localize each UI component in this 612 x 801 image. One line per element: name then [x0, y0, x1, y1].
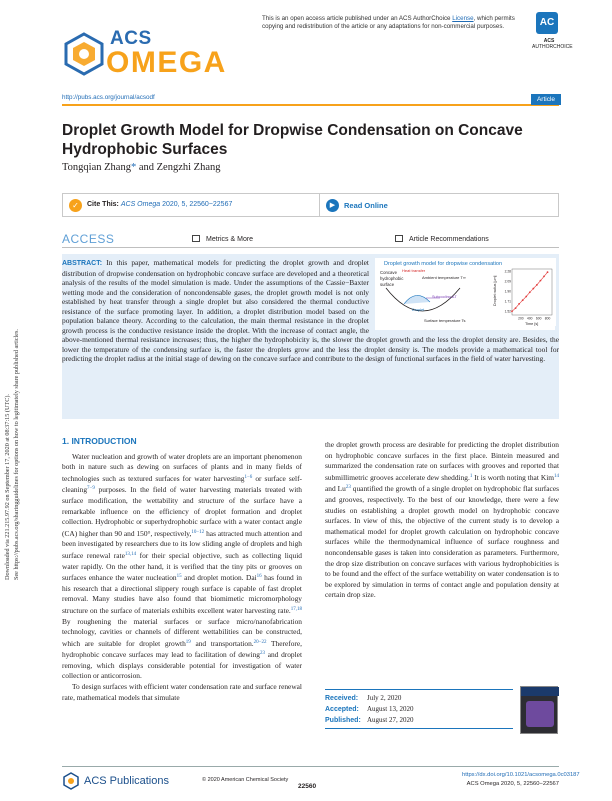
published-date: August 27, 2020	[367, 716, 414, 724]
cite-this-box[interactable]	[62, 193, 320, 217]
article-title: Droplet Growth Model for Dropwise Condensation on Concave Hydrophobic Surfaces	[62, 122, 523, 158]
intro-p1-b: or surface self-cleaning	[62, 473, 302, 495]
journal-cover-thumbnail[interactable]	[520, 686, 558, 734]
intro-p1-e: for their special objective, such as collecting liquid water rapidly. On the other hand, it is verified that the tiny pits or grooves on surfaces enhance the water nucleation	[62, 550, 302, 583]
chart-x-tick-label: 800	[544, 316, 551, 321]
published-row	[325, 715, 510, 726]
journal-reference: ACS Omega 2020, 5, 22560−22567	[466, 781, 559, 787]
toc-droplet-label: Droplet	[412, 308, 425, 312]
cite-volume[interactable]: 2020, 5, 22560−22567	[160, 201, 233, 208]
dates-rule-bottom	[325, 728, 513, 729]
chart-data-point	[532, 288, 534, 290]
license-link[interactable]: License	[452, 15, 474, 22]
chart-data-point	[529, 291, 531, 293]
authorchoice-badge[interactable]: AC	[536, 12, 558, 34]
access-bar	[62, 232, 559, 248]
article-type-tag: Article	[531, 94, 561, 105]
citation-link[interactable]: 1−6	[244, 474, 253, 480]
recommendations-label: Article Recommendations	[409, 236, 489, 243]
logo-omega-text: OMEGA	[106, 46, 227, 79]
play-icon: ▶	[326, 199, 339, 212]
footer-rule	[62, 766, 559, 767]
license-notice	[262, 15, 530, 31]
citation-link[interactable]: 13,14	[124, 551, 137, 557]
cover-header-band	[521, 687, 559, 696]
intro-p1-g: has found in his research that a directional slippery rough surface is capable of fast droplet removal. Many studies have also found that biomimetic micromorphology structure on the surface of materials exhibits excellent water harvesting rate.	[62, 573, 302, 615]
cite-label: Cite This:	[87, 201, 119, 208]
acs-publications-text: ACS Publications	[84, 775, 169, 787]
citation-link[interactable]: 16	[256, 574, 262, 580]
acs-hexagon-icon	[62, 32, 106, 76]
toc-chart-ylabel: Droplet radius [μm]	[493, 275, 497, 306]
citation-link[interactable]: 17,18	[290, 606, 302, 612]
citation-link[interactable]: 23	[345, 485, 351, 491]
author-list	[62, 162, 220, 173]
citation-link[interactable]: 1	[469, 473, 473, 479]
copyright-notice: © 2020 American Chemical Society	[202, 777, 289, 783]
read-online-box[interactable]	[320, 193, 559, 217]
toc-concave-label: Concave	[380, 270, 397, 275]
toc-hydrophobic-label: hydrophobic	[380, 276, 404, 281]
toc-graphic	[378, 258, 556, 326]
acs-publications-logo[interactable]	[62, 772, 182, 792]
author-2[interactable]: and Zengzhi Zhang	[136, 162, 221, 173]
recommendations-icon	[395, 235, 403, 242]
citation-link[interactable]: 7−9	[87, 486, 95, 492]
intro-paragraph-2: To design surfaces with efficient water condensation rate and surface renewal rate, mathematical models that simulate	[62, 682, 302, 702]
chart-data-point	[515, 307, 517, 309]
chart-data-point	[518, 303, 520, 305]
authorchoice-label	[532, 38, 573, 50]
doi-link[interactable]: https://dx.doi.org/10.1021/acsomega.0c03187	[462, 772, 580, 778]
chart-data-point	[547, 271, 549, 273]
abstract-body: In this paper, mathematical models for predicting the droplet growth and droplet distribution of dropwise condensation on hydrophobic concave surface are developed and a theoretical analysis of the results of the model simulation is made. Under the assumptions of the Cassie−Baxter wetting mode and the consideration of noncondensable gases, the droplet growth model is not only established by heat transfer through a single droplet but also considered the thermal conductive resistance of the surface promoting layer. In addition, a droplet distribution model based on the population balance theory. According to the calculation, the main thermal resistance in the droplet growth process is the conductive resistance inside the droplet. With the increase of contact angle, the above-mentioned thermal resistance increases; thus, the higher the hydrophobicity is, the slower the droplet growth and the less the droplet density are. Besides, the lower the temperature of the condensing surface is, the faster the droplets grow and the less the droplet density is. The models provide a mathematical tool for predicting the droplet radius at the initial stage of dewing on the concave surface and contribute to the design of functional surfaces in the field of water harvesting.	[62, 258, 559, 363]
chart-data-point	[522, 299, 524, 301]
cover-art	[526, 701, 554, 727]
toc-subcooling-label: Subcooling ΔT	[432, 295, 457, 299]
chart-x-tick-label: 600	[535, 316, 542, 321]
authorchoice-label-text: AUTHORCHOICE	[532, 44, 573, 50]
journal-url-link[interactable]: http://pubs.acs.org/journal/acsodf	[62, 94, 155, 101]
intro-p1-f: and droplet motion. Dai	[181, 573, 257, 583]
received-label: Received:	[325, 695, 359, 702]
abstract-heading: ABSTRACT:	[62, 260, 103, 267]
license-text-after: , which permits copying and redistribution of the article or any adaptations for non-commercial purposes.	[262, 15, 515, 30]
side-note-line-1: Downloaded via 221.215.97.92 on September 17, 2020 at 08:37:15 (UTC).	[4, 394, 11, 580]
published-label: Published:	[325, 717, 361, 724]
side-note-line-2: See https://pubs.acs.org/sharingguidelines for options on how to legitimately share published articles.	[13, 329, 20, 580]
chart-y-tick-label: 2.28	[504, 269, 511, 274]
dates-rule-top	[325, 689, 513, 690]
chart-data-point	[543, 276, 545, 278]
intro-p1-d: has attracted much attention and been investigated by researchers due to its low sliding angle of droplets and high surface renewal rate	[62, 528, 303, 560]
intro-p1-c: purposes. In the field of water harvesting materials treated with surface modification, the wettability and structure of the surface have a remarkable influence on the efficiency of droplet formation and droplet collection. Hydrophobic or superhydrophobic surface with a water contact angle (CA) higher than 90 and 150°, respectively,	[62, 485, 302, 538]
cite-this-text	[87, 201, 232, 208]
author-1[interactable]: Tongqian Zhang	[62, 162, 131, 173]
intro-heading: 1. INTRODUCTION	[62, 436, 137, 446]
toc-ambient-label: Ambient temperature T∞	[422, 275, 466, 280]
intro-p1-a: Water nucleation and growth of water droplets are an important phenomenon both in nature such as dewing on surfaces of plants and in many fields of technologies such as textured surfaces for water harvesting	[62, 451, 302, 483]
chart-y-tick-label: 2.09	[504, 279, 511, 284]
acs-publications-hexagon-icon	[62, 772, 80, 790]
download-side-note	[2, 250, 24, 580]
intro-p1-j: Therefore, hydrophobic concave surfaces may lead to facilitation of dewing	[62, 638, 302, 660]
citation-link[interactable]: 15	[176, 574, 182, 580]
received-row	[325, 693, 510, 704]
cite-check-icon: ✓	[69, 199, 82, 212]
toc-surface-label: surface	[380, 282, 395, 287]
intro-r1-d: quantified the growth of a single droplet on hydrophobic flat surfaces and grooves, respectively. To the best of our knowledge, there were a few studies on establishing a droplet growth model on hydrophobic concave surfaces. In view of this, the objective of the current study is to develop a mathematical model for droplet growth calculation on hydrophobic concave surfaces while the thermodynamical influence of surface roughness and noncondensable gases is taken into consideration as parameters. Furthermore, the drop size distribution on concave surfaces with various hydrophobicities is to be found and the effect of the surface wettability on water condensation is to be explored by simulation in terms of contact angle and population density at certain drop size.	[325, 484, 559, 600]
toc-title: Droplet growth model for dropwise condensation	[384, 261, 503, 267]
chart-y-tick-label: 1.52	[504, 309, 511, 314]
accepted-label: Accepted:	[325, 706, 359, 713]
intro-r1-a: the droplet growth process are desirable for predicting the droplet distribution on hydrophobic concave surfaces in the first place. Bintein measured and summarized the condensation rate on surfaces with grooves and reported that submillimetric grooves accelerate dew shedding.	[325, 440, 559, 482]
chart-data-point	[536, 284, 538, 286]
logo-acs-text: ACS	[110, 28, 152, 49]
page-number: 22560	[298, 783, 317, 790]
citation-link[interactable]: 23	[260, 651, 266, 657]
chart-y-tick-label: 1.90	[504, 289, 511, 294]
intro-r1-b: It is worth noting that Kim	[472, 472, 554, 482]
intro-p1-h: By roughening the material surfaces or surface micro/nanofabrication technology, cavities or channels of different wettabilities can be constructed, which are suitable for droplet growth	[62, 616, 302, 648]
citation-link[interactable]: 14	[554, 473, 559, 479]
toc-surface-temp-label: Surface temperature Ts	[424, 318, 466, 323]
intro-p1-i: and transportation.	[190, 638, 254, 648]
publication-dates	[325, 693, 510, 726]
chart-data-point	[511, 310, 513, 312]
chart-data-point	[525, 296, 527, 298]
acs-omega-logo[interactable]	[62, 26, 232, 82]
intro-r1-c: and Lu	[325, 484, 346, 494]
accepted-row	[325, 704, 510, 715]
header-rule	[62, 104, 559, 106]
corresponding-author-star[interactable]: *	[130, 162, 137, 173]
intro-paragraph-3	[325, 440, 559, 601]
cite-journal[interactable]: ACS Omega	[120, 201, 161, 208]
metrics-icon	[192, 235, 200, 242]
toc-chart-xlabel: Time [s]	[525, 322, 539, 326]
intro-right-column	[325, 440, 559, 601]
toc-heat-transfer-label: Heat transfer	[402, 268, 426, 273]
citation-link[interactable]: 20−22	[253, 639, 267, 645]
metrics-label: Metrics & More	[206, 236, 254, 243]
read-online-button[interactable]: Read Online	[344, 201, 388, 210]
received-date: July 2, 2020	[367, 694, 402, 702]
chart-data-point	[540, 280, 542, 282]
chart-x-tick-label: 200	[518, 316, 524, 321]
license-text-before: This is an open access article published under an ACS AuthorChoice	[262, 15, 453, 22]
metrics-button[interactable]	[192, 235, 253, 243]
citation-link[interactable]: 10−12	[191, 529, 205, 535]
citation-link[interactable]: 19	[185, 639, 191, 645]
intro-paragraph-1	[62, 452, 302, 682]
intro-p1-k: and droplet removing, which displays considerable potential for investigation of water collection or anticorrosion.	[62, 650, 303, 681]
accepted-date: August 13, 2020	[367, 705, 414, 713]
authorchoice-label-acs: ACS	[543, 38, 555, 44]
recommendations-button[interactable]	[395, 235, 489, 243]
access-heading: ACCESS	[62, 232, 115, 246]
chart-y-tick-label: 1.71	[504, 299, 511, 304]
chart-x-tick-label: 400	[527, 316, 533, 321]
intro-left-column	[62, 436, 302, 703]
